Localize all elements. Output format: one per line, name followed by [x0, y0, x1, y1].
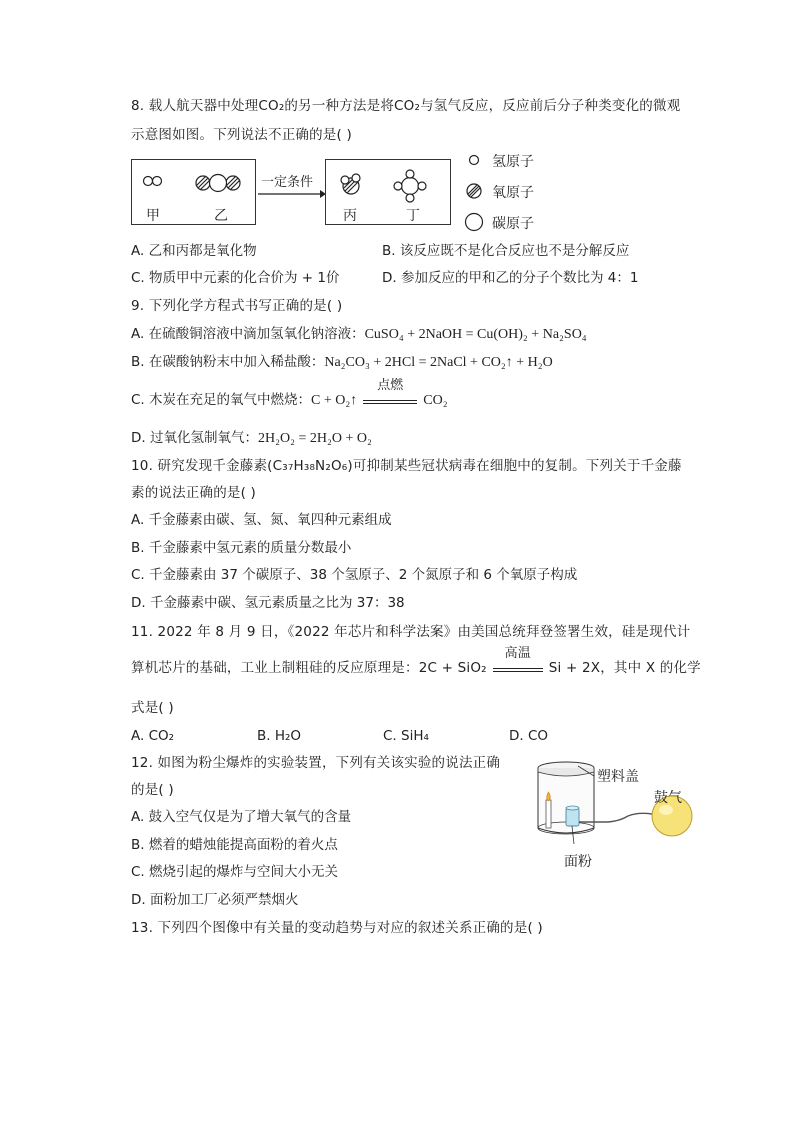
q8-stem-line1: 8. 载人航天器中处理CO₂的另一种方法是将CO₂与氢气反应，反应前后分子种类变化的微观: [131, 98, 681, 114]
q12-option-a: A. 鼓入空气仅是为了增大氧气的含量: [131, 809, 352, 825]
q11-option-c: C. SiH₄: [383, 728, 429, 744]
q12-stem-line2: 的是( ): [131, 782, 174, 798]
hydrogen-atom-icon: [144, 177, 153, 186]
q11-option-d: D. CO: [509, 728, 549, 744]
q11-stem-line2-pre: 算机芯片的基础，工业上制粗硅的反应原理是：2C + SiO₂: [131, 660, 487, 676]
q11-stem-line1: 11. 2022 年 8 月 9 日，《2022 年芯片和科学法案》由美国总统拜登签署生效，硅是现代计: [131, 624, 691, 640]
q11-condition-sign: [493, 646, 543, 672]
reactant-label-yi: 乙: [214, 208, 228, 224]
reactant-label-jia: 甲: [146, 208, 160, 224]
hydrogen-atom-icon: [153, 177, 162, 186]
q10-option-c: C. 千金藤素由 37 个碳原子、38 个氢原子、2 个氮原子和 6 个氧原子构成: [131, 567, 578, 583]
reaction-condition: 一定条件: [261, 175, 314, 190]
product-label-ding: 丁: [406, 208, 420, 224]
q11-option-a: A. CO₂: [131, 728, 175, 744]
q11-stem-line3: 式是( ): [131, 700, 174, 716]
q9-option-d: [131, 429, 372, 448]
q9-option-c-condition: 点燃: [377, 378, 404, 393]
q8-option-c: C. 物质甲中元素的化合价为 + 1价: [131, 270, 340, 286]
q11-condition: 高温: [504, 646, 531, 661]
legend-carbon: 碳原子: [492, 216, 534, 232]
q10-option-d: D. 千金藤素中碳、氢元素质量之比为 37：38: [131, 595, 405, 611]
q11-stem-line2: [131, 646, 701, 677]
q13-stem: 13. 下列四个图像中有关量的变动趋势与对应的叙述关系正确的是( ): [131, 920, 543, 936]
reaction-arrow-icon: [256, 190, 326, 200]
label-flour: 面粉: [564, 854, 592, 870]
label-plastic-lid: 塑料盖: [597, 769, 639, 785]
hydrogen-legend-icon: [468, 154, 480, 166]
q9-option-c-condition-sign: [363, 378, 417, 404]
q12-option-b: B. 燃着的蜡烛能提高面粉的着火点: [131, 837, 338, 853]
q9-option-b-text: B. 在碳酸钠粉末中加入稀盐酸：: [131, 354, 325, 370]
label-air-pump: 鼓气: [654, 790, 682, 806]
legend-hydrogen: 氢原子: [492, 154, 534, 170]
q9-option-b: [131, 353, 553, 372]
product-label-bing: 丙: [343, 208, 357, 224]
q10-option-b: B. 千金藤素中氢元素的质量分数最小: [131, 540, 352, 556]
q9-option-c: [131, 378, 448, 410]
q8-option-a: A. 乙和丙都是氧化物: [131, 243, 257, 259]
q9-option-c-eq-right: CO₂: [423, 393, 448, 408]
q8-stem-line2: 示意图如图。下列说法不正确的是( ): [131, 127, 352, 143]
q9-option-a-text: A. 在硫酸铜溶液中滴加氢氧化钠溶液：: [131, 326, 365, 342]
q12-stem-line1: 12. 如图为粉尘爆炸的实验装置，下列有关该实验的说法正确: [131, 755, 501, 771]
q10-stem-line2: 素的说法正确的是( ): [131, 485, 257, 501]
co2-molecule-icon: [196, 175, 240, 192]
water-molecule-icon: [341, 174, 360, 194]
q10-stem-line1: 10. 研究发现千金藤素(C₃₇H₃₈N₂O₆)可抑制某些冠状病毒在细胞中的复制。下列关于千金藤: [131, 458, 682, 474]
oxygen-legend-icon: [466, 183, 482, 199]
q8-option-b: B. 该反应既不是化合反应也不是分解反应: [382, 243, 630, 259]
q9-option-c-text: C. 木炭在充足的氧气中燃烧：: [131, 392, 312, 408]
q8-option-d: D. 参加反应的甲和乙的分子个数比为 4：1: [382, 270, 639, 286]
q12-option-c: C. 燃烧引起的爆炸与空间大小无关: [131, 864, 339, 880]
q9-option-a-equation: CuSO₄ + 2NaOH = Cu(OH)₂ + Na₂SO₄: [364, 327, 587, 342]
q9-option-a: [131, 325, 587, 344]
q12-option-d: D. 面粉加工厂必须严禁烟火: [131, 892, 299, 908]
q9-option-d-equation: 2H₂O₂ = 2H₂O + O₂: [257, 431, 372, 446]
q9-option-d-text: D. 过氧化氢制氧气：: [131, 430, 258, 446]
carbon-legend-icon: [464, 212, 484, 232]
methane-molecule-icon: [394, 170, 426, 202]
q9-stem: 9. 下列化学方程式书写正确的是( ): [131, 298, 343, 314]
q9-option-c-eq-left: C + O₂↑: [311, 393, 358, 408]
q11-stem-line2-post: Si + 2X，其中 X 的化学: [548, 660, 701, 676]
q10-option-a: A. 千金藤素由碳、氢、氮、氧四种元素组成: [131, 512, 392, 528]
q9-option-b-equation: Na₂CO₃ + 2HCl = 2NaCl + CO₂↑ + H₂O: [324, 355, 553, 370]
legend-oxygen: 氧原子: [492, 185, 534, 201]
q11-option-b: B. H₂O: [257, 728, 302, 744]
